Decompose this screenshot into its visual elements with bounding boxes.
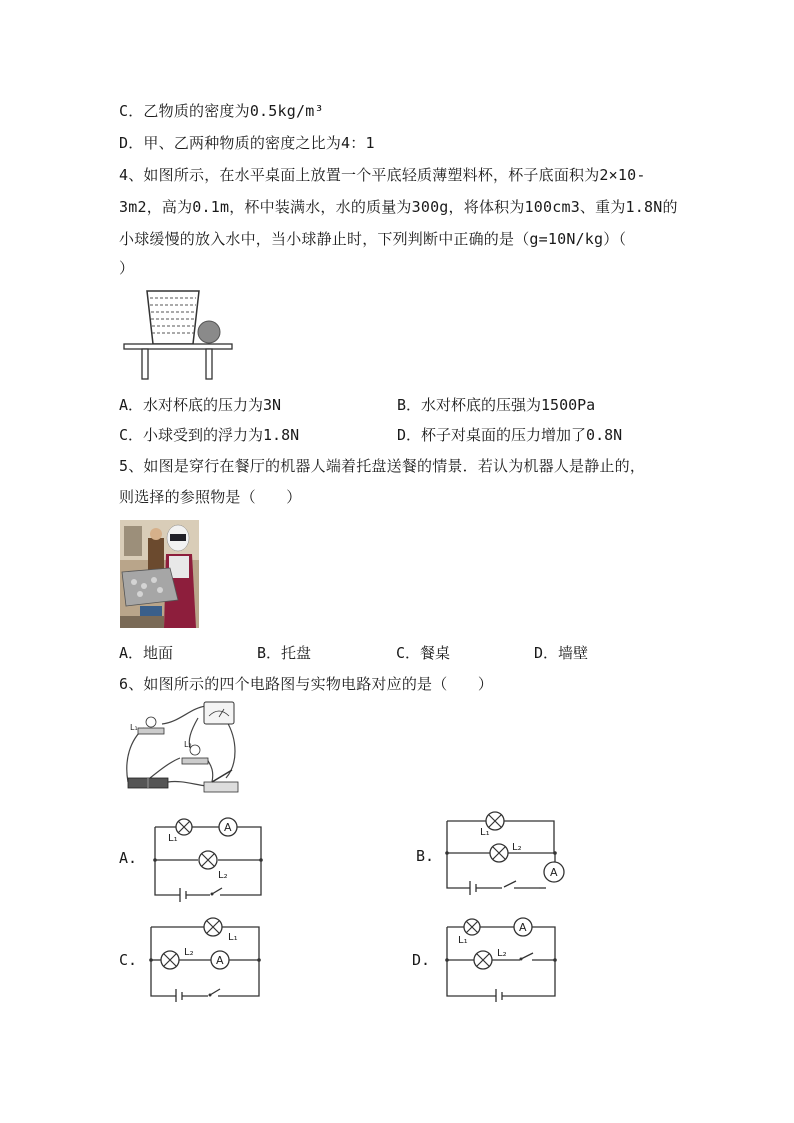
circuit-diagram-c: [148, 912, 262, 1002]
circuit-d-l1-label: L₁: [458, 935, 468, 946]
q5-option-b: B．托盘: [257, 644, 312, 662]
q5-option-d: D．墙壁: [534, 644, 589, 662]
q4-option-b: B．水对杯底的压强为1500Pa: [397, 396, 596, 414]
q4-stem-line4: ）: [119, 259, 135, 277]
q4-option-a: A．水对杯底的压力为3N: [119, 396, 282, 414]
circuit-d-ammeter-label: A: [519, 921, 527, 934]
q6-stem: 6、如图所示的四个电路图与实物电路对应的是（ ）: [119, 675, 494, 693]
q4-stem-line2: 3m2，高为0.1m，杯中装满水，水的质量为300g，将体积为100cm3、重为1.8N的: [119, 198, 678, 216]
q6-option-d-label: D.: [412, 951, 431, 969]
q4-stem-line3: 小球缓慢的放入水中，当小球静止时，下列判断中正确的是（g=10N/kg）（: [119, 230, 627, 248]
physical-l1-label: L₁: [130, 723, 138, 732]
q4-option-d: D．杯子对桌面的压力增加了0.8N: [397, 426, 623, 444]
circuit-d-l2-label: L₂: [497, 948, 507, 959]
q5-option-a: A．地面: [119, 644, 174, 662]
circuit-a-l2-label: L₂: [218, 870, 228, 881]
q6-option-b-label: B.: [416, 847, 435, 865]
q5-option-c: C．餐桌: [396, 644, 451, 662]
q5-stem-line1: 5、如图是穿行在餐厅的机器人端着托盘送餐的情景．若认为机器人是静止的，: [119, 457, 646, 475]
circuit-a-l1-label: L₁: [168, 833, 178, 844]
q6-option-a-label: A.: [119, 849, 138, 867]
circuit-diagram-d: [444, 912, 558, 1002]
circuit-a-ammeter-label: A: [224, 821, 232, 834]
circuit-c-ammeter-label: A: [216, 954, 224, 967]
robot-waiter-photo: [120, 520, 199, 628]
q3-option-c: C．乙物质的密度为0.5kg/m³: [119, 102, 324, 120]
q4-option-c: C．小球受到的浮力为1.8N: [119, 426, 300, 444]
circuit-c-l2-label: L₂: [184, 947, 194, 958]
q4-stem-line1: 4、如图所示，在水平桌面上放置一个平底轻质薄塑料杯，杯子底面积为2×10-: [119, 166, 646, 184]
circuit-diagram-b: [442, 808, 568, 904]
circuit-b-l2-label: L₂: [512, 842, 522, 853]
q3-option-d: D．甲、乙两种物质的密度之比为4：1: [119, 134, 375, 152]
circuit-diagram-a: [150, 812, 264, 902]
physical-l2-label: L₂: [184, 740, 192, 749]
circuit-c-l1-label: L₁: [228, 932, 238, 943]
circuit-b-l1-label: L₁: [480, 827, 490, 838]
q6-option-c-label: C.: [119, 951, 138, 969]
circuit-b-ammeter-label: A: [550, 866, 558, 879]
q5-stem-line2: 则选择的参照物是（ ）: [119, 488, 302, 506]
physical-circuit-figure: [120, 700, 246, 800]
cup-ball-figure: [120, 288, 236, 382]
